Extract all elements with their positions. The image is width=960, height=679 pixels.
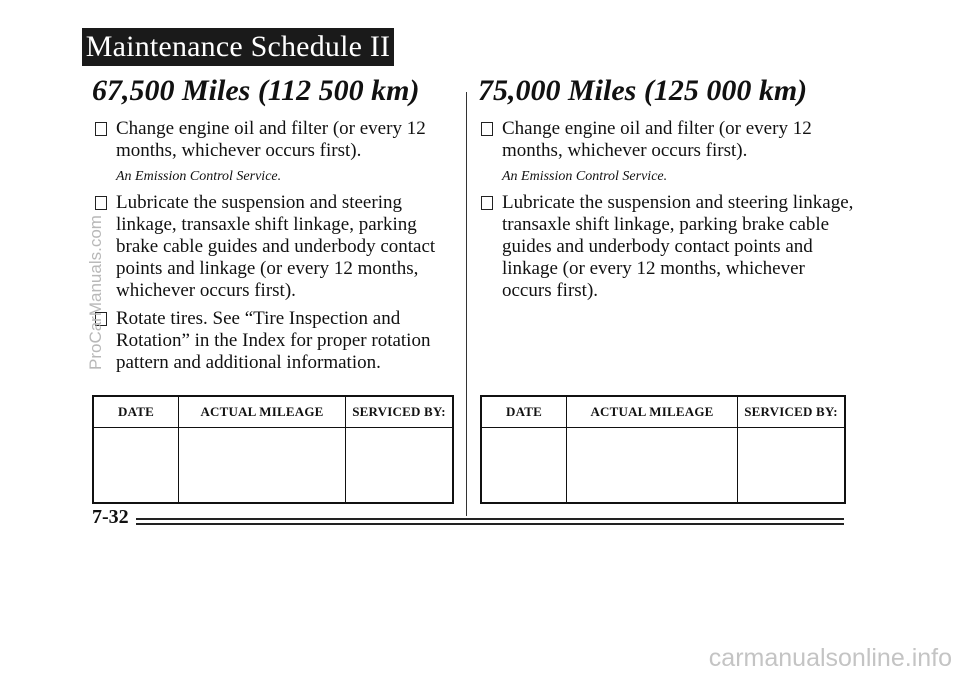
checklist-item	[478, 118, 858, 162]
date-cell[interactable]	[93, 428, 179, 504]
serviced-by-cell[interactable]	[738, 428, 846, 504]
serviced-by-cell[interactable]	[346, 428, 454, 504]
actual-mileage-cell[interactable]	[567, 428, 738, 504]
checklist-item-text: Lubricate the suspension and steering linkage, transaxle shift linkage, parking brake cable guides and underbody contact points and linkage (or every 12 months, whichever occurs first).	[116, 192, 436, 301]
checklist-item-text: Change engine oil and filter (or every 12 months, whichever occurs first).	[116, 118, 426, 161]
right-column	[478, 70, 858, 302]
checklist-item-text: Rotate tires. See “Tire Inspection and Rotation” in the Index for proper rotation pattern and additional information.	[116, 308, 431, 373]
checkbox-icon[interactable]	[481, 122, 493, 136]
column-divider	[466, 92, 467, 516]
checkbox-icon[interactable]	[481, 196, 493, 210]
checklist-item	[92, 118, 452, 162]
bottom-watermark: carmanualsonline.info	[708, 644, 952, 672]
serviced-by-header: SERVICED BY:	[346, 396, 454, 428]
checklist-item-text: Change engine oil and filter (or every 12 months, whichever occurs first).	[502, 118, 812, 161]
actual-mileage-header: ACTUAL MILEAGE	[567, 396, 738, 428]
left-mileage-heading: 67,500 Miles (112 500 km)	[92, 74, 420, 107]
date-header: DATE	[481, 396, 567, 428]
side-watermark: ProCarManuals.com	[86, 215, 105, 370]
left-column	[92, 70, 452, 374]
service-log-table	[480, 395, 846, 504]
checkbox-icon[interactable]	[95, 196, 107, 210]
checklist-item	[478, 192, 858, 302]
date-cell[interactable]	[481, 428, 567, 504]
checklist-item	[92, 308, 452, 374]
date-header: DATE	[93, 396, 179, 428]
checklist-item-text: Lubricate the suspension and steering linkage, transaxle shift linkage, parking brake cable guides and underbody contact points and linkage (or every 12 months, whichever occurs first).	[502, 192, 854, 301]
checkbox-icon[interactable]	[95, 122, 107, 136]
emission-note: An Emission Control Service.	[502, 169, 668, 184]
emission-note: An Emission Control Service.	[116, 169, 282, 184]
actual-mileage-header: ACTUAL MILEAGE	[179, 396, 346, 428]
actual-mileage-cell[interactable]	[179, 428, 346, 504]
footer-rule	[136, 523, 844, 525]
page-number: 7-32	[92, 506, 129, 528]
checklist-item	[92, 192, 452, 302]
right-mileage-heading: 75,000 Miles (125 000 km)	[478, 74, 808, 107]
footer-rule	[136, 518, 844, 520]
section-banner: Maintenance Schedule II	[82, 28, 394, 66]
service-log-table	[92, 395, 454, 504]
serviced-by-header: SERVICED BY:	[738, 396, 846, 428]
